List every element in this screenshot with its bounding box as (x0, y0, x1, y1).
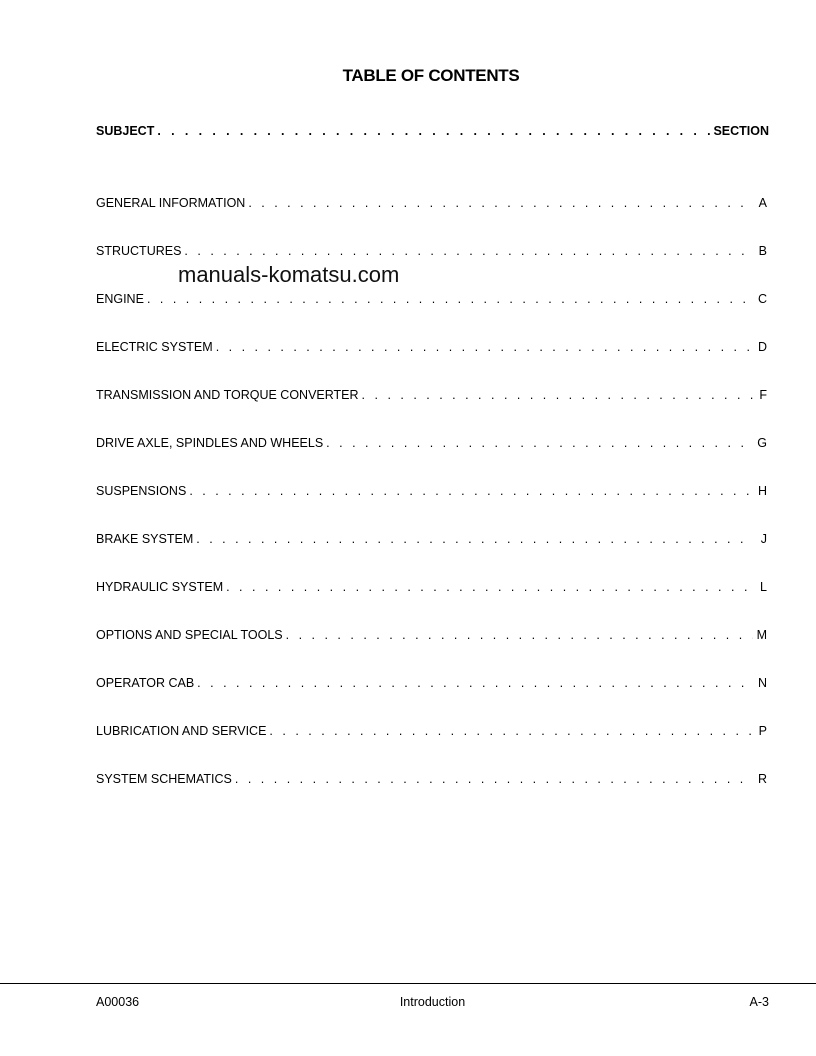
page-title: TABLE OF CONTENTS (342, 66, 520, 85)
toc-entry-section: A (758, 196, 767, 210)
toc-entry-lubrication-and-service[interactable] (96, 723, 769, 771)
dot-leader (226, 579, 753, 595)
toc-entry-section: F (759, 388, 767, 402)
toc-entry-label: STRUCTURES (96, 244, 182, 258)
toc-entry-label: SUSPENSIONS (96, 484, 187, 498)
footer-page-number: A-3 (749, 995, 769, 1009)
dot-leader (189, 483, 753, 499)
toc-entry-label: OPERATOR CAB (96, 676, 195, 690)
dot-leader (196, 531, 753, 547)
page-footer (96, 995, 769, 1011)
footer-divider (0, 983, 816, 984)
toc-entry-label: SYSTEM SCHEMATICS (96, 772, 232, 786)
toc-entry-label: LUBRICATION AND SERVICE (96, 724, 267, 738)
toc-entry-label: ELECTRIC SYSTEM (96, 340, 213, 354)
dot-leader (157, 123, 711, 139)
toc-entry-general-information[interactable] (96, 195, 769, 243)
toc-entry-suspensions[interactable] (96, 483, 769, 531)
toc-entry-label: GENERAL INFORMATION (96, 196, 246, 210)
toc-entry-section: R (757, 772, 767, 786)
toc-entry-system-schematics[interactable] (96, 771, 769, 819)
watermark: manuals-komatsu.com (178, 262, 400, 287)
toc-entry-section: P (758, 724, 767, 738)
dot-leader (235, 771, 753, 787)
toc-entry-brake-system[interactable] (96, 531, 769, 579)
toc-entry-label: BRAKE SYSTEM (96, 532, 194, 546)
dot-leader (362, 387, 753, 403)
dot-leader (248, 195, 753, 211)
toc-entry-operator-cab[interactable] (96, 675, 769, 723)
toc-entry-section: N (757, 676, 767, 690)
toc-entry-section: H (757, 484, 767, 498)
section-column-label: SECTION (713, 124, 769, 138)
toc-entry-transmission-and-torque-converter[interactable] (96, 387, 769, 435)
dot-leader (147, 291, 753, 307)
toc-entry-section: J (760, 532, 767, 546)
toc-entry-section: C (757, 292, 767, 306)
toc-entry-label: OPTIONS AND SPECIAL TOOLS (96, 628, 283, 642)
toc-entry-section: G (757, 436, 767, 450)
toc-entry-section: D (757, 340, 767, 354)
dot-leader (286, 627, 753, 643)
toc-entry-hydraulic-system[interactable] (96, 579, 769, 627)
dot-leader (216, 339, 753, 355)
toc-entry-label: DRIVE AXLE, SPINDLES AND WHEELS (96, 436, 324, 450)
toc-entry-section: B (758, 244, 767, 258)
footer-chapter: Introduction (399, 995, 466, 1009)
toc-entry-drive-axle-spindles-and-wheels[interactable] (96, 435, 769, 483)
toc-entry-label: ENGINE (96, 292, 144, 306)
dot-leader (184, 243, 753, 259)
toc-list (96, 195, 769, 819)
toc-entry-section: L (760, 580, 767, 594)
toc-entry-section: M (756, 628, 767, 642)
footer-doc-code: A00036 (96, 995, 140, 1009)
toc-entry-electric-system[interactable] (96, 339, 769, 387)
subject-column-label: SUBJECT (96, 124, 155, 138)
toc-entry-label: HYDRAULIC SYSTEM (96, 580, 224, 594)
dot-leader (197, 675, 753, 691)
dot-leader (269, 723, 753, 739)
dot-leader (326, 435, 753, 451)
toc-header (96, 123, 769, 139)
toc-entry-options-and-special-tools[interactable] (96, 627, 769, 675)
toc-entry-label: TRANSMISSION AND TORQUE CONVERTER (96, 388, 359, 402)
toc-entry-engine[interactable] (96, 291, 769, 339)
